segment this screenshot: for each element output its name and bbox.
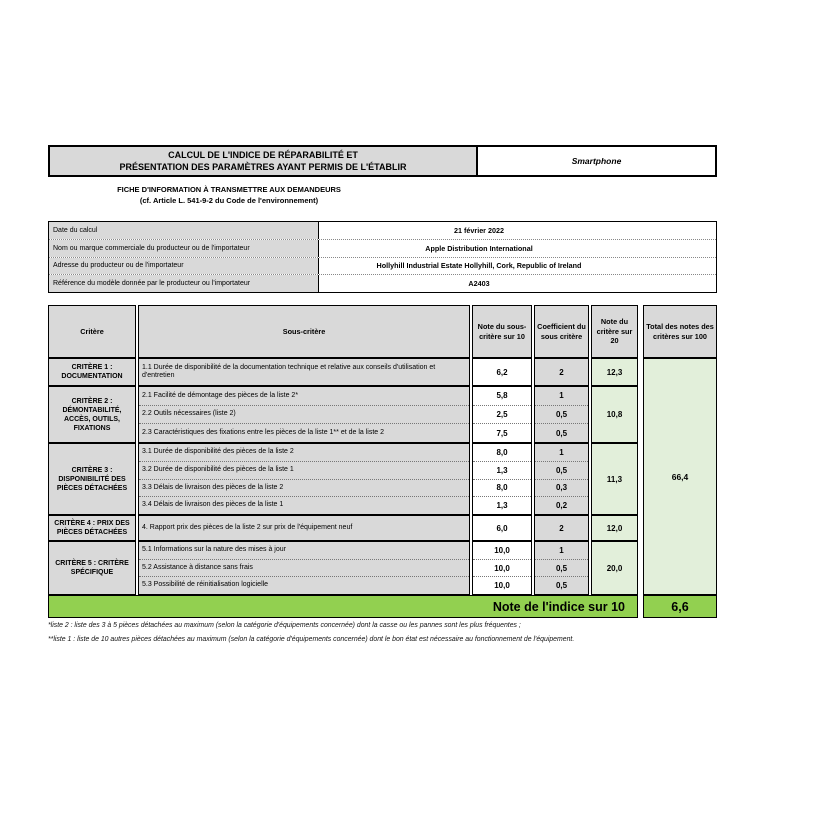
final-index-value: 6,6 [643, 595, 717, 618]
subcriterion-score: 10,0 [494, 581, 510, 591]
document-title-box [48, 145, 478, 177]
subcriterion-score: 6,0 [496, 523, 508, 533]
criterion-1-label: CRITÈRE 1 : DOCUMENTATION [48, 358, 136, 386]
subcriterion-coefficient: 0,5 [535, 462, 588, 480]
subcriterion-coefficient: 1 [535, 387, 588, 406]
subcriterion-coefficient: 0,5 [535, 406, 588, 425]
info-label-model-reference: Référence du modèle donnée par le producteur ou l'importateur [49, 275, 319, 292]
subcriterion-coefficient: 0,5 [555, 581, 568, 591]
criterion-5-coefficients [534, 541, 589, 595]
subcriterion-label: 3.3 Délais de livraison des pièces de la liste 2 [139, 480, 469, 498]
criterion-2-subscores [472, 386, 532, 443]
subcriterion-coefficient: 2 [559, 367, 564, 377]
footnote-list2: *liste 2 : liste des 3 à 5 pièces détachées au maximum (selon la catégorie d'équipements concernée) dont la casse ou les pannes sont les plus fréquentes ; [48, 622, 521, 629]
subcriterion-score: 10,0 [473, 560, 531, 578]
subcriterion-coefficient: 0,3 [535, 480, 588, 498]
subtitle-line2: (cf. Article L. 541-9-2 du Code de l'environnement) [139, 196, 319, 205]
subcriterion-label: 2.2 Outils nécessaires (liste 2) [139, 406, 469, 425]
subcriterion-label: 4. Rapport prix des pièces de la liste 2 sur prix de l'équipement neuf [142, 523, 353, 531]
product-type-box [476, 145, 717, 177]
criterion-3-score-20: 11,3 [591, 443, 638, 515]
subcriterion-label: 3.4 Délais de livraison des pièces de la liste 1 [142, 501, 284, 509]
subcriterion-score: 1,3 [473, 462, 531, 480]
criterion-1-subcriteria [138, 358, 470, 386]
info-value-date: 21 février 2022 [454, 225, 504, 235]
document-title-line1: CALCUL DE L'INDICE DE RÉPARABILITÉ ET [168, 150, 358, 160]
subcriterion-score: 10,0 [473, 542, 531, 560]
criterion-4-subcriteria [138, 515, 470, 541]
info-row-model-reference [49, 275, 716, 292]
criterion-group-5 [48, 541, 717, 595]
info-label-date: Date du calcul [49, 222, 319, 239]
info-label-address: Adresse du producteur ou de l'importateur [49, 258, 319, 275]
criterion-1-coefficients [534, 358, 589, 386]
subcriterion-score: 8,0 [473, 480, 531, 498]
info-value-model-reference: A2403 [468, 279, 490, 289]
product-type-label: Smartphone [571, 156, 622, 166]
criterion-group-1 [48, 358, 717, 386]
info-row-date [49, 222, 716, 240]
criterion-3-coefficients [534, 443, 589, 515]
info-row-producer [49, 240, 716, 258]
subcriterion-label: 3.1 Durée de disponibilité des pièces de la liste 2 [139, 444, 469, 462]
header-criterion: Critère [48, 305, 136, 358]
subcriterion-score: 1,3 [496, 501, 508, 511]
criterion-4-score-20: 12,0 [591, 515, 638, 541]
subcriterion-coefficient: 1 [535, 444, 588, 462]
header-subcriterion: Sous-critère [138, 305, 470, 358]
header-score-20: Note du critère sur 20 [591, 305, 638, 358]
subcriterion-coefficient: 2 [559, 523, 564, 533]
footnote-list1: **liste 1 : liste de 10 autres pièces détachées au maximum (selon la catégorie d'équipements concernée) dont le bon état est nécessaire au fonctionnement de l'équipement. [48, 636, 575, 643]
info-row-address [49, 258, 716, 276]
subcriterion-label: 5.1 Informations sur la nature des mises à jour [139, 542, 469, 560]
subcriterion-label: 2.3 Caractéristiques des fixations entre les pièces de la liste 1** et de la liste 2 [142, 428, 385, 436]
criterion-4-subscores [472, 515, 532, 541]
criterion-2-coefficients [534, 386, 589, 443]
criterion-2-score-20: 10,8 [591, 386, 638, 443]
criterion-5-subscores [472, 541, 532, 595]
criterion-2-label: CRITÈRE 2 : DÉMONTABILITÉ, ACCÈS, OUTILS, FIXATIONS [48, 386, 136, 443]
score-table-header [48, 305, 717, 358]
subcriterion-coefficient: 1 [535, 542, 588, 560]
final-index-label: Note de l'indice sur 10 [492, 599, 625, 614]
final-index-row [48, 595, 638, 618]
criterion-4-label: CRITÈRE 4 : PRIX DES PIÈCES DÉTACHÉES [48, 515, 136, 541]
criterion-2-subcriteria [138, 386, 470, 443]
subcriterion-score: 6,2 [496, 367, 508, 377]
info-label-producer: Nom ou marque commerciale du producteur ou de l'importateur [49, 240, 319, 257]
criterion-1-score-20: 12,3 [591, 358, 638, 386]
criterion-3-subscores [472, 443, 532, 515]
criterion-4-coefficients [534, 515, 589, 541]
criterion-group-2 [48, 386, 717, 443]
subcriterion-label: 2.1 Facilité de démontage des pièces de la liste 2* [139, 387, 469, 406]
subcriterion-coefficient: 0,5 [555, 428, 568, 438]
subcriterion-label: 1.1 Durée de disponibilité de la documentation technique et relative aux conseils d'utilisation et d'entretien [142, 363, 436, 379]
criterion-1-subscores [472, 358, 532, 386]
subcriterion-label: 5.2 Assistance à distance sans frais [139, 560, 469, 578]
subcriterion-score: 7,5 [496, 428, 508, 438]
criterion-5-score-20: 20,0 [591, 541, 638, 595]
criterion-group-3 [48, 443, 717, 515]
subcriterion-score: 8,0 [473, 444, 531, 462]
header-coefficient: Coefficient du sous critère [534, 305, 589, 358]
subcriterion-label: 3.2 Durée de disponibilité des pièces de la liste 1 [139, 462, 469, 480]
criterion-3-label: CRITÈRE 3 : DISPONIBILITÉ DES PIÈCES DÉTACHÉES [48, 443, 136, 515]
info-value-producer: Apple Distribution International [425, 243, 533, 253]
subcriterion-coefficient: 0,5 [535, 560, 588, 578]
criterion-group-4 [48, 515, 717, 541]
subcriterion-score: 5,8 [473, 387, 531, 406]
subcriterion-label: 5.3 Possibilité de réinitialisation logicielle [142, 581, 269, 589]
info-table [48, 221, 717, 293]
subcriterion-score: 2,5 [473, 406, 531, 425]
subtitle-line1: FICHE D'INFORMATION À TRANSMETTRE AUX DEMANDEURS [117, 185, 341, 194]
criterion-5-subcriteria [138, 541, 470, 595]
info-value-address: Hollyhill Industrial Estate Hollyhill, Cork, Republic of Ireland [376, 261, 582, 271]
document-subtitle [48, 184, 410, 206]
document-title-line2: PRÉSENTATION DES PARAMÈTRES AYANT PERMIS DE L'ÉTABLIR [119, 162, 407, 172]
header-subscore-10: Note du sous-critère sur 10 [472, 305, 532, 358]
criterion-5-label: CRITÈRE 5 : CRITÈRE SPÉCIFIQUE [48, 541, 136, 595]
subcriterion-coefficient: 0,2 [555, 501, 568, 511]
total-score-100: 66,4 [643, 358, 717, 595]
criterion-3-subcriteria [138, 443, 470, 515]
score-table [48, 305, 717, 618]
header-total-100: Total des notes des critères sur 100 [643, 305, 717, 358]
